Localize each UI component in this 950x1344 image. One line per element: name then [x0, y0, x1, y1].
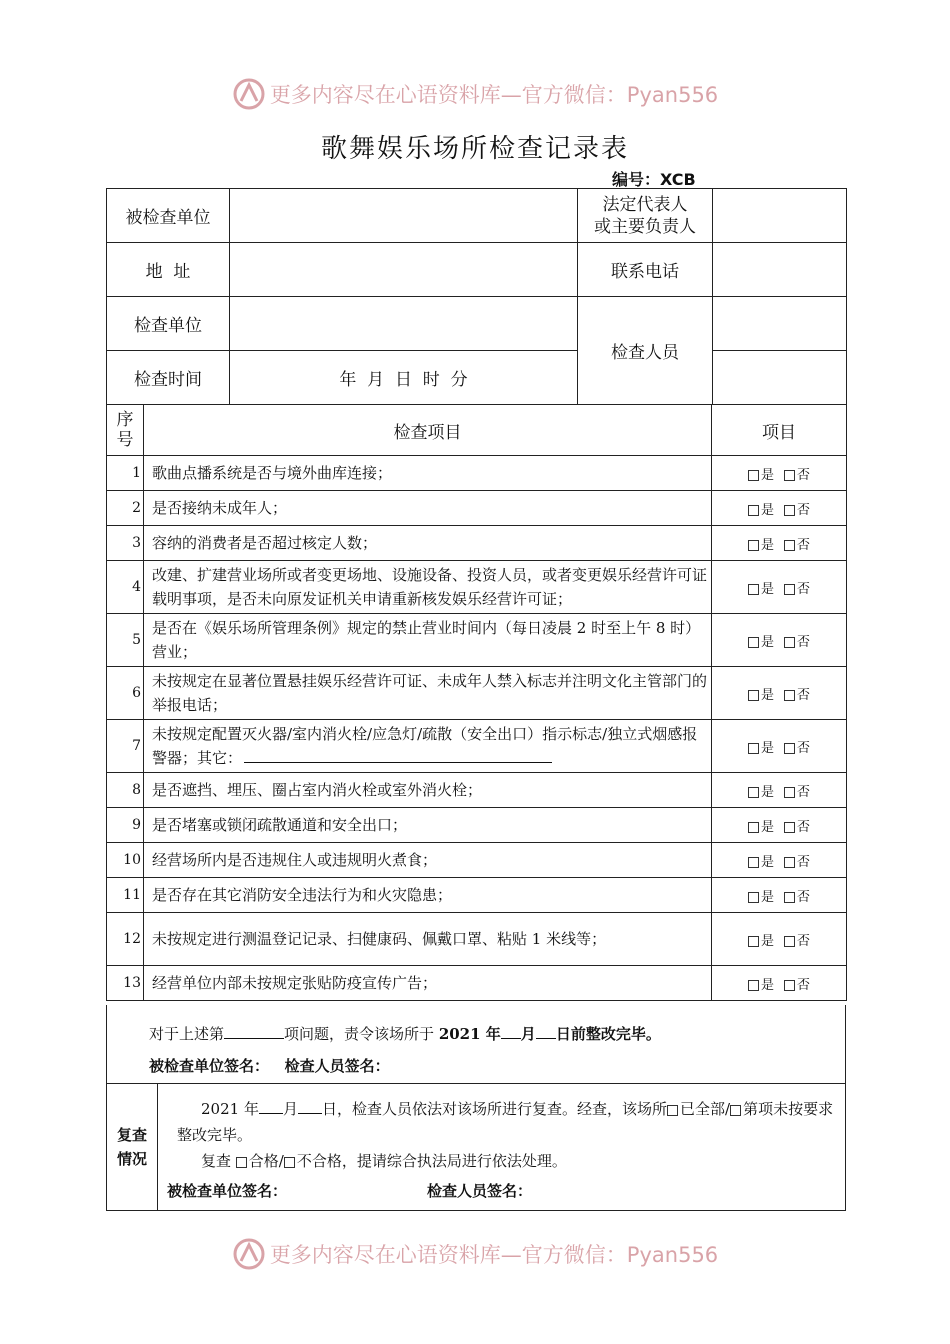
row-question — [144, 773, 712, 808]
row-result — [712, 526, 847, 561]
row-result — [712, 614, 847, 667]
review-month: 月 — [282, 1100, 298, 1118]
no-label: 否 — [797, 634, 811, 650]
yes-label: 是 — [760, 889, 774, 905]
row-question-text: 是否存在其它消防安全违法行为和火灾隐患； — [152, 886, 453, 904]
row-question — [144, 667, 712, 720]
table-row — [107, 808, 847, 843]
rect-text-a: 对于上述第 — [149, 1025, 225, 1043]
other-blank[interactable] — [244, 748, 552, 763]
row-question-text: 未按规定配置灭火器/室内消火栓/应急灯/疏散（安全出口）指示标志/独立式烟感报警器；其它： — [152, 725, 698, 767]
table-row — [107, 843, 847, 878]
review-all-done: 已全部/ — [679, 1100, 731, 1118]
row-question — [144, 526, 712, 561]
no-checkbox[interactable] — [784, 787, 795, 798]
row-number: 6 — [107, 667, 144, 720]
col-item-header: 检查项目 — [144, 405, 712, 456]
rect-month-blank[interactable] — [501, 1024, 521, 1039]
rect-item-blank[interactable] — [224, 1024, 284, 1039]
legal-rep-line2: 或主要负责人 — [594, 216, 696, 237]
yes-checkbox[interactable] — [748, 505, 759, 516]
row-number: 13 — [107, 966, 144, 1001]
row-question-text: 是否堵塞或锁闭疏散通道和安全出口； — [152, 816, 408, 834]
row-question — [144, 808, 712, 843]
row-result — [712, 878, 847, 913]
row-result — [712, 913, 847, 966]
yes-label: 是 — [760, 581, 774, 597]
yes-checkbox[interactable] — [748, 743, 759, 754]
yes-checkbox[interactable] — [748, 980, 759, 991]
no-checkbox[interactable] — [784, 637, 795, 648]
rect-year: 2021 年 — [438, 1025, 501, 1043]
review-label — [107, 1084, 158, 1210]
rect-day-blank[interactable] — [536, 1024, 556, 1039]
review-fail: 不合格，提请综合执法局进行依法处理。 — [296, 1152, 567, 1170]
review-text — [177, 1096, 837, 1174]
no-label: 否 — [797, 854, 811, 870]
no-label: 否 — [797, 933, 811, 949]
review-inspector-signature: 检查人员签名： — [427, 1182, 533, 1200]
table-row — [107, 878, 847, 913]
row-result — [712, 456, 847, 491]
watermark-top — [0, 74, 950, 114]
review-line-1 — [177, 1096, 837, 1148]
no-label: 否 — [797, 740, 811, 756]
row-result — [712, 808, 847, 843]
review-text-c: 日，检查人员依法对该场所进行复查。经查，该场所 — [321, 1100, 667, 1118]
no-checkbox[interactable] — [784, 584, 795, 595]
address-label: 地 址 — [107, 243, 230, 297]
legal-rep-field[interactable] — [713, 189, 847, 243]
table-row — [107, 773, 847, 808]
address-field[interactable] — [230, 243, 578, 297]
no-checkbox[interactable] — [784, 936, 795, 947]
row-number: 10 — [107, 843, 144, 878]
no-checkbox[interactable] — [784, 743, 795, 754]
row-question-text: 未按规定进行测温登记记录、扫健康码、佩戴口罩、粘贴 1 米线等； — [152, 930, 607, 948]
watermark-bottom — [0, 1234, 950, 1274]
review-recheck: 复查 — [201, 1152, 232, 1170]
yes-checkbox[interactable] — [748, 690, 759, 701]
inspectors-label: 检查人员 — [578, 297, 713, 405]
row-result — [712, 966, 847, 1001]
no-label: 否 — [797, 467, 811, 483]
yes-label: 是 — [760, 819, 774, 835]
table-row — [107, 913, 847, 966]
no-checkbox[interactable] — [784, 470, 795, 481]
yes-checkbox[interactable] — [748, 637, 759, 648]
col-no-line1: 序 — [116, 410, 134, 430]
table-row — [107, 561, 847, 614]
row-number: 5 — [107, 614, 144, 667]
row-result — [712, 843, 847, 878]
review-label-2: 情况 — [116, 1150, 147, 1168]
no-checkbox[interactable] — [784, 892, 795, 903]
no-checkbox[interactable] — [784, 540, 795, 551]
review-year: 2021 年 — [201, 1100, 259, 1118]
legal-rep-line1: 法定代表人 — [602, 194, 688, 215]
checklist-table — [106, 404, 847, 1001]
row-number: 11 — [107, 878, 144, 913]
review-line-2 — [177, 1148, 837, 1174]
yes-checkbox[interactable] — [748, 936, 759, 947]
review-section — [106, 1083, 846, 1211]
review-day-blank[interactable] — [298, 1099, 322, 1114]
yes-checkbox[interactable] — [748, 857, 759, 868]
row-question-text: 改建、扩建营业场所或者变更场地、设施设备、投资人员，或者变更娱乐经营许可证载明事项，是否未向原发证机关申请重新核发娱乐经营许可证； — [152, 566, 708, 608]
row-number: 1 — [107, 456, 144, 491]
no-checkbox[interactable] — [784, 822, 795, 833]
row-number: 2 — [107, 491, 144, 526]
rect-text-b: 项问题，责令该场所于 — [284, 1025, 435, 1043]
row-result — [712, 667, 847, 720]
no-label: 否 — [797, 889, 811, 905]
yes-label: 是 — [760, 740, 774, 756]
no-checkbox[interactable] — [784, 980, 795, 991]
brand-logo-icon — [232, 77, 266, 111]
no-checkbox[interactable] — [784, 857, 795, 868]
yes-label: 是 — [760, 634, 774, 650]
row-question — [144, 843, 712, 878]
row-question-text: 经营单位内部未按规定张贴防疫宣传广告； — [152, 974, 438, 992]
row-result — [712, 561, 847, 614]
no-label: 否 — [797, 502, 811, 518]
yes-label: 是 — [760, 537, 774, 553]
form-code: 编号：XCB — [612, 170, 696, 189]
yes-checkbox[interactable] — [748, 892, 759, 903]
review-inspected-signature: 被检查单位签名： — [167, 1182, 288, 1200]
row-question-text: 容纳的消费者是否超过核定人数； — [152, 534, 378, 552]
table-row — [107, 491, 847, 526]
row-question — [144, 614, 712, 667]
yes-label: 是 — [760, 502, 774, 518]
table-row — [107, 614, 847, 667]
review-no: 第 — [743, 1100, 759, 1118]
row-number: 4 — [107, 561, 144, 614]
row-result — [712, 773, 847, 808]
info-table — [106, 188, 847, 405]
row-question — [144, 456, 712, 491]
row-question — [144, 966, 712, 1001]
page-title: 歌舞娱乐场所检查记录表 — [320, 134, 629, 164]
yes-checkbox[interactable] — [748, 470, 759, 481]
table-row — [107, 966, 847, 1001]
inspectors-field-1[interactable] — [713, 297, 847, 351]
table-row — [107, 720, 847, 773]
row-question — [144, 561, 712, 614]
inspecting-unit-field[interactable] — [230, 297, 578, 351]
no-checkbox[interactable] — [784, 690, 795, 701]
yes-label: 是 — [760, 687, 774, 703]
row-number: 12 — [107, 913, 144, 966]
row-question-text: 未按规定在显著位置悬挂娱乐经营许可证、未成年人禁入标志并注明文化主管部门的举报电话； — [152, 672, 708, 714]
phone-label: 联系电话 — [578, 243, 713, 297]
row-number: 8 — [107, 773, 144, 808]
yes-checkbox[interactable] — [748, 584, 759, 595]
yes-label: 是 — [760, 854, 774, 870]
col-result-header: 项目 — [712, 405, 847, 456]
all-done-checkbox[interactable] — [667, 1105, 678, 1116]
row-question-text: 是否接纳未成年人； — [152, 499, 288, 517]
row-question-text: 是否在《娱乐场所管理条例》规定的禁止营业时间内（每日凌晨 2 时至上午 8 时）营业； — [152, 619, 701, 661]
row-question — [144, 491, 712, 526]
row-number: 3 — [107, 526, 144, 561]
review-pass: 合格/ — [248, 1152, 284, 1170]
rectification-signatures: 被检查单位签名： 检查人员签名： — [149, 1057, 390, 1075]
watermark-text: 更多内容尽在心语资料库—官方微信：Pyan556 — [269, 83, 719, 107]
yes-checkbox[interactable] — [748, 787, 759, 798]
no-label: 否 — [797, 581, 811, 597]
rect-deadline: 日前整改完毕。 — [555, 1025, 661, 1043]
row-question — [144, 720, 712, 773]
table-row — [107, 667, 847, 720]
col-no-header — [107, 405, 144, 456]
row-result — [712, 491, 847, 526]
watermark-text: 更多内容尽在心语资料库—官方微信：Pyan556 — [269, 1243, 719, 1267]
table-row — [107, 526, 847, 561]
yes-checkbox[interactable] — [748, 822, 759, 833]
pass-checkbox[interactable] — [236, 1157, 247, 1168]
no-label: 否 — [797, 537, 811, 553]
legal-rep-label — [578, 189, 713, 243]
brand-logo-icon — [232, 1237, 266, 1271]
time-label: 检查时间 — [107, 351, 230, 405]
row-result — [712, 720, 847, 773]
no-label: 否 — [797, 819, 811, 835]
no-label: 否 — [797, 977, 811, 993]
row-number: 9 — [107, 808, 144, 843]
row-question-text: 歌曲点播系统是否与境外曲库连接； — [152, 464, 393, 482]
inspectors-field-2[interactable] — [713, 351, 847, 405]
yes-checkbox[interactable] — [748, 540, 759, 551]
inspecting-unit-label: 检查单位 — [107, 297, 230, 351]
col-no-line2: 号 — [116, 430, 134, 450]
row-question — [144, 878, 712, 913]
review-month-blank[interactable] — [259, 1099, 283, 1114]
no-checkbox[interactable] — [784, 505, 795, 516]
row-question-text: 经营场所内是否违规住人或违规明火煮食； — [152, 851, 438, 869]
rectification-line — [149, 1023, 661, 1044]
row-question — [144, 913, 712, 966]
fail-checkbox[interactable] — [284, 1157, 295, 1168]
row-question-text: 是否遮挡、埋压、圈占室内消火栓或室外消火栓； — [152, 781, 483, 799]
review-label-1: 复查 — [116, 1126, 147, 1144]
review-text-f: 项未按要求整改完毕。 — [177, 1100, 834, 1144]
row-number: 7 — [107, 720, 144, 773]
inspected-unit-label: 被检查单位 — [107, 189, 230, 243]
no-label: 否 — [797, 784, 811, 800]
time-field[interactable]: 年 月 日 时 分 — [230, 351, 578, 405]
phone-field[interactable] — [713, 243, 847, 297]
rectification-section — [106, 1005, 846, 1083]
yes-label: 是 — [760, 467, 774, 483]
inspected-unit-field[interactable] — [230, 189, 578, 243]
partial-checkbox[interactable] — [730, 1105, 741, 1116]
yes-label: 是 — [760, 933, 774, 949]
no-label: 否 — [797, 687, 811, 703]
yes-label: 是 — [760, 784, 774, 800]
rect-month: 月 — [520, 1025, 536, 1043]
yes-label: 是 — [760, 977, 774, 993]
table-row — [107, 456, 847, 491]
